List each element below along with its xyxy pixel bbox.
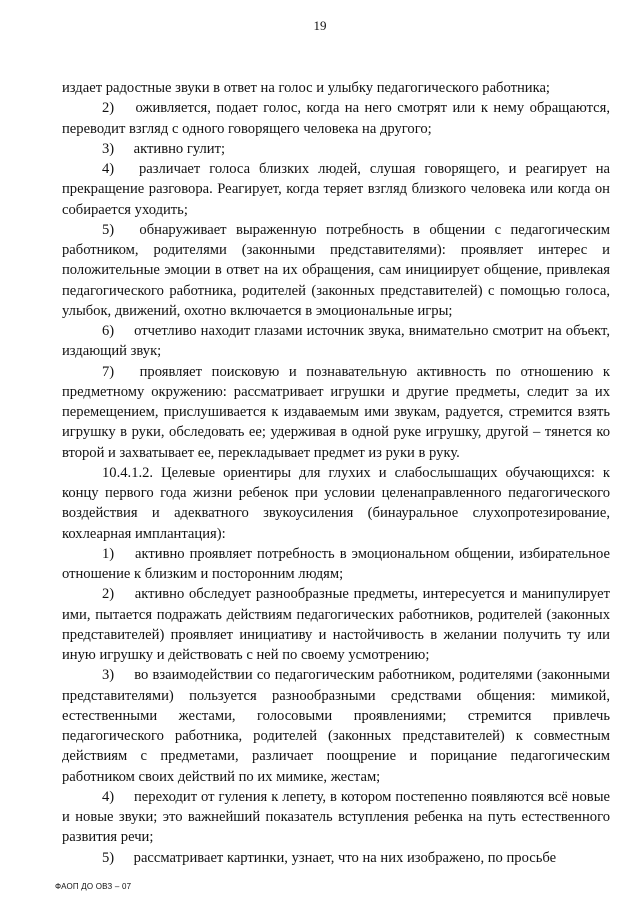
page-number: 19	[313, 18, 327, 33]
list-item-number: 1)	[102, 545, 115, 562]
paragraph	[62, 463, 610, 544]
paragraph-text: активно проявляет потребность в эмоциональном общении, избирательное отношение к близким и посторонним людям;	[62, 545, 610, 582]
paragraph-text: издает радостные звуки в ответ на голос и улыбку педагогического работника;	[62, 80, 550, 96]
list-item-number: 3)	[102, 140, 115, 157]
paragraph-text: оживляется, подает голос, когда на него смотрят или к нему обращаются, переводит взгляд с одного говорящего человека на другого;	[62, 100, 610, 137]
list-item	[62, 321, 610, 362]
list-item-number: 4)	[102, 161, 115, 177]
paragraph-text: переходит от гуления к лепету, в котором постепенно появляются всё новые и новые звуки; это важнейший показатель вступления ребенка на путь естественного развития речи;	[62, 788, 610, 846]
list-item-number: 2)	[102, 586, 115, 603]
paragraph	[62, 78, 610, 98]
list-item	[62, 159, 610, 220]
paragraph-text: различает голоса близких людей, слушая говорящего, и реагирует на прекращение разговора. Реагирует, когда теряет взгляд близкого человека или когда он собирается уходить;	[62, 161, 610, 218]
paragraph-text: рассматривает картинки, узнает, что на них изображено, по просьбе	[133, 849, 557, 866]
paragraph-text: активно обследует разнообразные предметы, интересуется и манипулирует ими, пытается подражать действиям педагогических работников, родителей (законных представителей) проявляет инициативу и настойчивость в желании получить ту или иную игрушку и действовать с ней по своему усмотрению;	[62, 586, 610, 663]
document-body	[62, 78, 610, 868]
list-item-number: 5)	[102, 849, 115, 866]
list-item	[62, 665, 610, 787]
list-item	[62, 848, 610, 868]
list-item-number: 3)	[102, 667, 115, 684]
list-item	[62, 787, 610, 848]
list-item	[62, 139, 610, 159]
list-item-number: 2)	[102, 100, 115, 117]
list-item	[62, 544, 610, 585]
list-item-number: 7)	[102, 363, 115, 380]
list-item-number: 5)	[102, 221, 115, 238]
paragraph-text: во взаимодействии со педагогическим работником, родителями (законными представителями) пользуется разнообразными средствами общения: мимикой, естественными жестами, голосовыми проявлениями; стремится привлечь педагогического работника, родителей (законных представителей) к совместным действиям с предметами, различает поощрение и порицание педагогическим работником своих действий по их мимике, жестам;	[62, 667, 610, 785]
list-item-number: 6)	[102, 323, 115, 339]
list-item	[62, 584, 610, 665]
paragraph-text: 10.4.1.2. Целевые ориентиры для глухих и слабослышащих обучающихся: к концу первого года жизни ребенок при условии целенаправленного педагогического воздействия и адекватного звукоусиления (бинауральное слухопротезирование, кохлеарная имплантация):	[62, 464, 610, 542]
paragraph-text: активно гулит;	[133, 140, 226, 157]
paragraph-text: проявляет поисковую и познавательную активность по отношению к предметному окружению: рассматривает игрушки и другие предметы, следит за их перемещением, прислушивается к издаваемым ими звукам, радуется, стремится взять игрушку в руки, обследовать ее; удерживая в одной руке игрушку, другой – тянется ко второй и захватывает ее, перекладывает предмет из руки в руку.	[62, 363, 610, 461]
paragraph-text: обнаруживает выраженную потребность в общении с педагогическим работником, родителями (законными представителями): проявляет интерес и положительные эмоции в ответ на их обращения, сам инициирует общение, привлекая педагогического работника, родителей (законных представителей) с помощью голоса, улыбок, движений, охотно включается в эмоциональные игры;	[62, 221, 610, 319]
list-item-number: 4)	[102, 788, 115, 805]
list-item	[62, 220, 610, 321]
paragraph-text: отчетливо находит глазами источник звука, внимательно смотрит на объект, издающий звук;	[62, 323, 610, 360]
list-item	[62, 362, 610, 463]
list-item	[62, 98, 610, 139]
page-footer: ФАОП ДО ОВЗ – 07	[55, 882, 132, 891]
